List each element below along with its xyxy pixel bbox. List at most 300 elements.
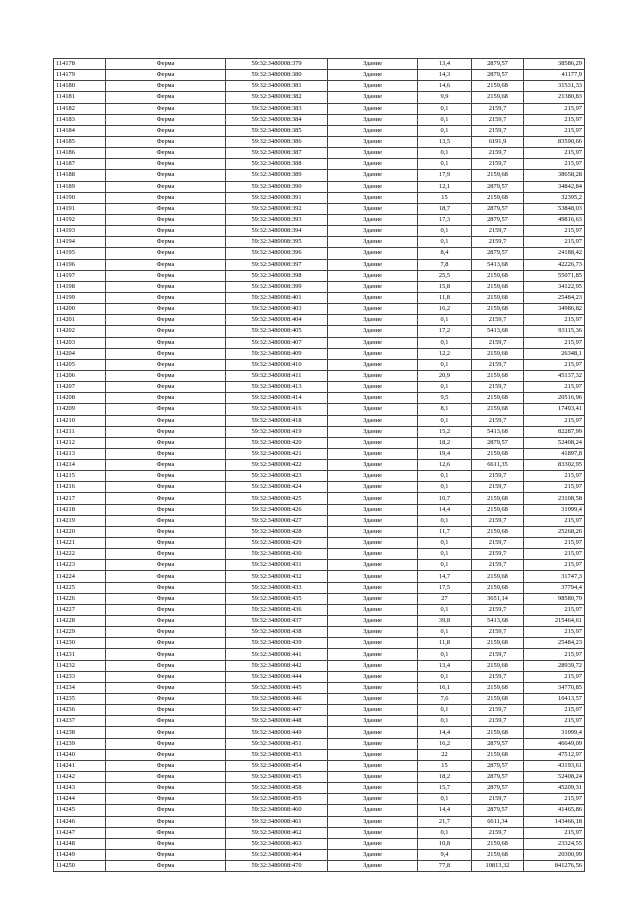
value-cell: 215,97 [524, 226, 585, 237]
rate-cell: 2159,68 [472, 526, 524, 537]
cadastral-number-cell: 59:32:3480008:458 [226, 783, 328, 794]
rate-cell: 2159,68 [472, 571, 524, 582]
rate-cell: 2159,68 [472, 292, 524, 303]
cadastral-number-cell: 59:32:3480008:438 [226, 627, 328, 638]
rate-cell: 2159,68 [472, 370, 524, 381]
object-type-cell: Здание [328, 415, 418, 426]
table-row [54, 794, 585, 805]
table-row [54, 694, 585, 705]
area-cell: 77,8 [418, 861, 472, 872]
object-type-cell: Здание [328, 504, 418, 515]
area-cell: 18,2 [418, 772, 472, 783]
area-cell: 14,4 [418, 504, 472, 515]
cadastral-number-cell: 59:32:3480008:392 [226, 203, 328, 214]
object-name-cell: Ферма [106, 404, 226, 415]
area-cell: 0,1 [418, 538, 472, 549]
cadastral-number-cell: 59:32:3480008:441 [226, 649, 328, 660]
value-cell: 215,97 [524, 382, 585, 393]
object-type-cell: Здание [328, 749, 418, 760]
area-cell: 9,5 [418, 393, 472, 404]
object-type-cell: Здание [328, 203, 418, 214]
rate-cell: 5413,68 [472, 616, 524, 627]
object-type-cell: Здание [328, 549, 418, 560]
area-cell: 25,5 [418, 270, 472, 281]
table-row [54, 705, 585, 716]
cadastral-number-cell: 59:32:3480008:439 [226, 638, 328, 649]
row-id-cell: 114192 [54, 214, 106, 225]
table-row [54, 682, 585, 693]
table-row [54, 359, 585, 370]
area-cell: 8,4 [418, 248, 472, 259]
object-name-cell: Ферма [106, 415, 226, 426]
area-cell: 17,3 [418, 214, 472, 225]
object-type-cell: Здание [328, 103, 418, 114]
table-row [54, 326, 585, 337]
row-id-cell: 114182 [54, 103, 106, 114]
area-cell: 12,1 [418, 181, 472, 192]
area-cell: 0,1 [418, 649, 472, 660]
cadastral-number-cell: 59:32:3480008:454 [226, 760, 328, 771]
cadastral-number-cell: 59:32:3480008:390 [226, 181, 328, 192]
rate-cell: 6611,35 [472, 460, 524, 471]
area-cell: 0,1 [418, 671, 472, 682]
table-row [54, 125, 585, 136]
object-type-cell: Здание [328, 393, 418, 404]
cadastral-number-cell: 59:32:3480008:391 [226, 192, 328, 203]
row-id-cell: 114188 [54, 170, 106, 181]
row-id-cell: 114205 [54, 359, 106, 370]
area-cell: 0,1 [418, 359, 472, 370]
object-name-cell: Ферма [106, 370, 226, 381]
object-name-cell: Ферма [106, 426, 226, 437]
area-cell: 11,7 [418, 526, 472, 537]
area-cell: 0,1 [418, 515, 472, 526]
object-name-cell: Ферма [106, 493, 226, 504]
object-type-cell: Здание [328, 694, 418, 705]
area-cell: 10,7 [418, 493, 472, 504]
row-id-cell: 114200 [54, 304, 106, 315]
object-name-cell: Ферма [106, 248, 226, 259]
value-cell: 28939,72 [524, 660, 585, 671]
object-type-cell: Здание [328, 59, 418, 70]
value-cell: 215,97 [524, 415, 585, 426]
object-name-cell: Ферма [106, 181, 226, 192]
rate-cell: 2159,68 [472, 849, 524, 860]
area-cell: 0,1 [418, 705, 472, 716]
value-cell: 52408,24 [524, 437, 585, 448]
object-name-cell: Ферма [106, 682, 226, 693]
object-name-cell: Ферма [106, 92, 226, 103]
object-type-cell: Здание [328, 805, 418, 816]
area-cell: 15,2 [418, 426, 472, 437]
cadastral-number-cell: 59:32:3480008:379 [226, 59, 328, 70]
area-cell: 15,8 [418, 281, 472, 292]
cadastral-number-cell: 59:32:3480008:382 [226, 92, 328, 103]
rate-cell: 2159,68 [472, 727, 524, 738]
rate-cell: 2159,7 [472, 382, 524, 393]
cadastral-number-cell: 59:32:3480008:433 [226, 582, 328, 593]
rate-cell: 2879,57 [472, 772, 524, 783]
object-name-cell: Ферма [106, 560, 226, 571]
object-type-cell: Здание [328, 382, 418, 393]
object-type-cell: Здание [328, 437, 418, 448]
rate-cell: 2159,68 [472, 694, 524, 705]
table-row [54, 448, 585, 459]
table-row [54, 816, 585, 827]
cadastral-number-cell: 59:32:3480008:426 [226, 504, 328, 515]
row-id-cell: 114242 [54, 772, 106, 783]
object-type-cell: Здание [328, 359, 418, 370]
table-row [54, 148, 585, 159]
object-type-cell: Здание [328, 170, 418, 181]
area-cell: 0,1 [418, 627, 472, 638]
area-cell: 13,5 [418, 136, 472, 147]
value-cell: 215,97 [524, 649, 585, 660]
row-id-cell: 114217 [54, 493, 106, 504]
table-row [54, 292, 585, 303]
object-type-cell: Здание [328, 237, 418, 248]
object-type-cell: Здание [328, 515, 418, 526]
table-row [54, 783, 585, 794]
table-row [54, 415, 585, 426]
cadastral-number-cell: 59:32:3480008:445 [226, 682, 328, 693]
table-row [54, 471, 585, 482]
object-type-cell: Здание [328, 70, 418, 81]
table-row [54, 159, 585, 170]
object-type-cell: Здание [328, 304, 418, 315]
object-name-cell: Ферма [106, 727, 226, 738]
value-cell: 16413,57 [524, 694, 585, 705]
row-id-cell: 114232 [54, 660, 106, 671]
cadastral-number-cell: 59:32:3480008:403 [226, 304, 328, 315]
cadastral-number-cell: 59:32:3480008:387 [226, 148, 328, 159]
row-id-cell: 114202 [54, 326, 106, 337]
object-name-cell: Ферма [106, 315, 226, 326]
row-id-cell: 114240 [54, 749, 106, 760]
object-name-cell: Ферма [106, 81, 226, 92]
area-cell: 0,1 [418, 482, 472, 493]
rate-cell: 2159,7 [472, 716, 524, 727]
rate-cell: 2879,57 [472, 738, 524, 749]
cadastral-number-cell: 59:32:3480008:462 [226, 827, 328, 838]
rate-cell: 2159,7 [472, 237, 524, 248]
cadastral-number-cell: 59:32:3480008:431 [226, 560, 328, 571]
object-name-cell: Ферма [106, 393, 226, 404]
table-row [54, 571, 585, 582]
row-id-cell: 114189 [54, 181, 106, 192]
table-row [54, 337, 585, 348]
object-name-cell: Ферма [106, 359, 226, 370]
object-type-cell: Здание [328, 760, 418, 771]
row-id-cell: 114199 [54, 292, 106, 303]
value-cell: 41465,86 [524, 805, 585, 816]
rate-cell: 2159,68 [472, 92, 524, 103]
table-row [54, 727, 585, 738]
value-cell: 215,97 [524, 359, 585, 370]
row-id-cell: 114234 [54, 682, 106, 693]
value-cell: 41897,8 [524, 448, 585, 459]
value-cell: 23324,55 [524, 838, 585, 849]
row-id-cell: 114222 [54, 549, 106, 560]
object-name-cell: Ферма [106, 148, 226, 159]
rate-cell: 2159,68 [472, 582, 524, 593]
rate-cell: 6191,9 [472, 136, 524, 147]
object-name-cell: Ферма [106, 705, 226, 716]
object-name-cell: Ферма [106, 226, 226, 237]
object-name-cell: Ферма [106, 861, 226, 872]
table-row [54, 604, 585, 615]
rate-cell: 2159,68 [472, 493, 524, 504]
object-name-cell: Ферма [106, 114, 226, 125]
row-id-cell: 114193 [54, 226, 106, 237]
object-type-cell: Здание [328, 292, 418, 303]
object-type-cell: Здание [328, 861, 418, 872]
rate-cell: 2159,68 [472, 348, 524, 359]
object-name-cell: Ферма [106, 125, 226, 136]
rate-cell: 2879,57 [472, 805, 524, 816]
area-cell: 27 [418, 593, 472, 604]
cadastral-number-cell: 59:32:3480008:411 [226, 370, 328, 381]
value-cell: 45137,32 [524, 370, 585, 381]
value-cell: 82287,99 [524, 426, 585, 437]
value-cell: 215464,61 [524, 616, 585, 627]
value-cell: 83590,66 [524, 136, 585, 147]
object-name-cell: Ферма [106, 382, 226, 393]
area-cell: 0,1 [418, 226, 472, 237]
rate-cell: 2159,68 [472, 638, 524, 649]
area-cell: 0,1 [418, 604, 472, 615]
object-type-cell: Здание [328, 616, 418, 627]
table-row [54, 593, 585, 604]
cadastral-number-cell: 59:32:3480008:442 [226, 660, 328, 671]
row-id-cell: 114216 [54, 482, 106, 493]
cadastral-number-cell: 59:32:3480008:385 [226, 125, 328, 136]
rate-cell: 2159,68 [472, 682, 524, 693]
row-id-cell: 114250 [54, 861, 106, 872]
table-row [54, 237, 585, 248]
cadastral-number-cell: 59:32:3480008:407 [226, 337, 328, 348]
table-row [54, 259, 585, 270]
value-cell: 31099,4 [524, 727, 585, 738]
area-cell: 13,4 [418, 59, 472, 70]
cadastral-number-cell: 59:32:3480008:394 [226, 226, 328, 237]
value-cell: 42226,73 [524, 259, 585, 270]
table-row [54, 838, 585, 849]
area-cell: 9,4 [418, 849, 472, 860]
row-id-cell: 114214 [54, 460, 106, 471]
cadastral-number-cell: 59:32:3480008:401 [226, 292, 328, 303]
value-cell: 41177,9 [524, 70, 585, 81]
table-row [54, 426, 585, 437]
row-id-cell: 114237 [54, 716, 106, 727]
cadastral-number-cell: 59:32:3480008:413 [226, 382, 328, 393]
cadastral-number-cell: 59:32:3480008:383 [226, 103, 328, 114]
rate-cell: 10813,32 [472, 861, 524, 872]
object-type-cell: Здание [328, 471, 418, 482]
object-type-cell: Здание [328, 404, 418, 415]
value-cell: 34770,85 [524, 682, 585, 693]
object-type-cell: Здание [328, 604, 418, 615]
object-type-cell: Здание [328, 214, 418, 225]
rate-cell: 2159,7 [472, 604, 524, 615]
row-id-cell: 114212 [54, 437, 106, 448]
row-id-cell: 114198 [54, 281, 106, 292]
value-cell: 45209,31 [524, 783, 585, 794]
object-name-cell: Ферма [106, 214, 226, 225]
rate-cell: 2159,68 [472, 448, 524, 459]
table-row [54, 526, 585, 537]
cadastral-number-cell: 59:32:3480008:421 [226, 448, 328, 459]
object-name-cell: Ферма [106, 838, 226, 849]
table-row [54, 549, 585, 560]
rate-cell: 2159,68 [472, 270, 524, 281]
row-id-cell: 114231 [54, 649, 106, 660]
cadastral-number-cell: 59:32:3480008:409 [226, 348, 328, 359]
value-cell: 52408,24 [524, 772, 585, 783]
value-cell: 31099,4 [524, 504, 585, 515]
object-type-cell: Здание [328, 660, 418, 671]
object-type-cell: Здание [328, 627, 418, 638]
area-cell: 11,8 [418, 638, 472, 649]
area-cell: 15 [418, 192, 472, 203]
cadastral-number-cell: 59:32:3480008:446 [226, 694, 328, 705]
rate-cell: 2879,57 [472, 70, 524, 81]
cadastral-number-cell: 59:32:3480008:396 [226, 248, 328, 259]
rate-cell: 2159,7 [472, 671, 524, 682]
object-name-cell: Ферма [106, 660, 226, 671]
cadastral-number-cell: 59:32:3480008:397 [226, 259, 328, 270]
object-name-cell: Ферма [106, 504, 226, 515]
area-cell: 0,1 [418, 103, 472, 114]
cadastral-number-cell: 59:32:3480008:393 [226, 214, 328, 225]
value-cell: 47512,97 [524, 749, 585, 760]
row-id-cell: 114194 [54, 237, 106, 248]
row-id-cell: 114218 [54, 504, 106, 515]
object-name-cell: Ферма [106, 304, 226, 315]
row-id-cell: 114178 [54, 59, 106, 70]
value-cell: 31747,3 [524, 571, 585, 582]
area-cell: 0,1 [418, 337, 472, 348]
value-cell: 34122,95 [524, 281, 585, 292]
value-cell: 53848,03 [524, 203, 585, 214]
area-cell: 0,1 [418, 716, 472, 727]
area-cell: 18,7 [418, 203, 472, 214]
table-row [54, 270, 585, 281]
value-cell: 93115,36 [524, 326, 585, 337]
rate-cell: 2879,57 [472, 59, 524, 70]
rate-cell: 2159,7 [472, 359, 524, 370]
value-cell: 25484,23 [524, 292, 585, 303]
rate-cell: 2159,7 [472, 649, 524, 660]
value-cell: 215,97 [524, 538, 585, 549]
cadastral-number-cell: 59:32:3480008:380 [226, 70, 328, 81]
row-id-cell: 114230 [54, 638, 106, 649]
table-row [54, 315, 585, 326]
object-name-cell: Ферма [106, 448, 226, 459]
rate-cell: 2159,7 [472, 337, 524, 348]
object-type-cell: Здание [328, 705, 418, 716]
object-name-cell: Ферма [106, 292, 226, 303]
row-id-cell: 114244 [54, 794, 106, 805]
table-body [54, 59, 585, 872]
value-cell: 21380,83 [524, 92, 585, 103]
object-type-cell: Здание [328, 259, 418, 270]
rate-cell: 2159,7 [472, 794, 524, 805]
rate-cell: 2879,57 [472, 214, 524, 225]
object-name-cell: Ферма [106, 716, 226, 727]
area-cell: 17,5 [418, 582, 472, 593]
rate-cell: 5413,68 [472, 259, 524, 270]
table-row [54, 460, 585, 471]
row-id-cell: 114233 [54, 671, 106, 682]
object-type-cell: Здание [328, 794, 418, 805]
value-cell: 215,97 [524, 627, 585, 638]
cadastral-number-cell: 59:32:3480008:424 [226, 482, 328, 493]
object-name-cell: Ферма [106, 237, 226, 248]
table-row [54, 760, 585, 771]
object-name-cell: Ферма [106, 136, 226, 147]
cadastral-number-cell: 59:32:3480008:423 [226, 471, 328, 482]
value-cell: 215,97 [524, 482, 585, 493]
object-type-cell: Здание [328, 337, 418, 348]
object-type-cell: Здание [328, 849, 418, 860]
cadastral-number-cell: 59:32:3480008:444 [226, 671, 328, 682]
rate-cell: 2879,57 [472, 181, 524, 192]
rate-cell: 2159,7 [472, 705, 524, 716]
table-row [54, 805, 585, 816]
cadastral-number-cell: 59:32:3480008:436 [226, 604, 328, 615]
area-cell: 0,1 [418, 827, 472, 838]
value-cell: 215,97 [524, 549, 585, 560]
object-name-cell: Ферма [106, 582, 226, 593]
table-row [54, 716, 585, 727]
cadastral-number-cell: 59:32:3480008:435 [226, 593, 328, 604]
cadastral-number-cell: 59:32:3480008:386 [226, 136, 328, 147]
value-cell: 215,97 [524, 337, 585, 348]
value-cell: 215,97 [524, 315, 585, 326]
area-cell: 14,7 [418, 571, 472, 582]
table-row [54, 214, 585, 225]
value-cell: 17493,41 [524, 404, 585, 415]
value-cell: 143466,18 [524, 816, 585, 827]
table-row [54, 482, 585, 493]
rate-cell: 2159,7 [472, 560, 524, 571]
object-name-cell: Ферма [106, 170, 226, 181]
row-id-cell: 114208 [54, 393, 106, 404]
area-cell: 7,6 [418, 694, 472, 705]
cadastral-number-cell: 59:32:3480008:419 [226, 426, 328, 437]
row-id-cell: 114181 [54, 92, 106, 103]
object-name-cell: Ферма [106, 460, 226, 471]
value-cell: 20516,96 [524, 393, 585, 404]
table-row [54, 226, 585, 237]
row-id-cell: 114196 [54, 259, 106, 270]
object-type-cell: Здание [328, 136, 418, 147]
rate-cell: 2159,68 [472, 749, 524, 760]
rate-cell: 2159,7 [472, 627, 524, 638]
object-type-cell: Здание [328, 226, 418, 237]
object-type-cell: Здание [328, 783, 418, 794]
cadastral-number-cell: 59:32:3480008:404 [226, 315, 328, 326]
row-id-cell: 114247 [54, 827, 106, 838]
table-row [54, 627, 585, 638]
object-type-cell: Здание [328, 181, 418, 192]
value-cell: 215,97 [524, 471, 585, 482]
value-cell: 34986,82 [524, 304, 585, 315]
object-name-cell: Ферма [106, 59, 226, 70]
area-cell: 0,1 [418, 549, 472, 560]
rate-cell: 2159,68 [472, 838, 524, 849]
